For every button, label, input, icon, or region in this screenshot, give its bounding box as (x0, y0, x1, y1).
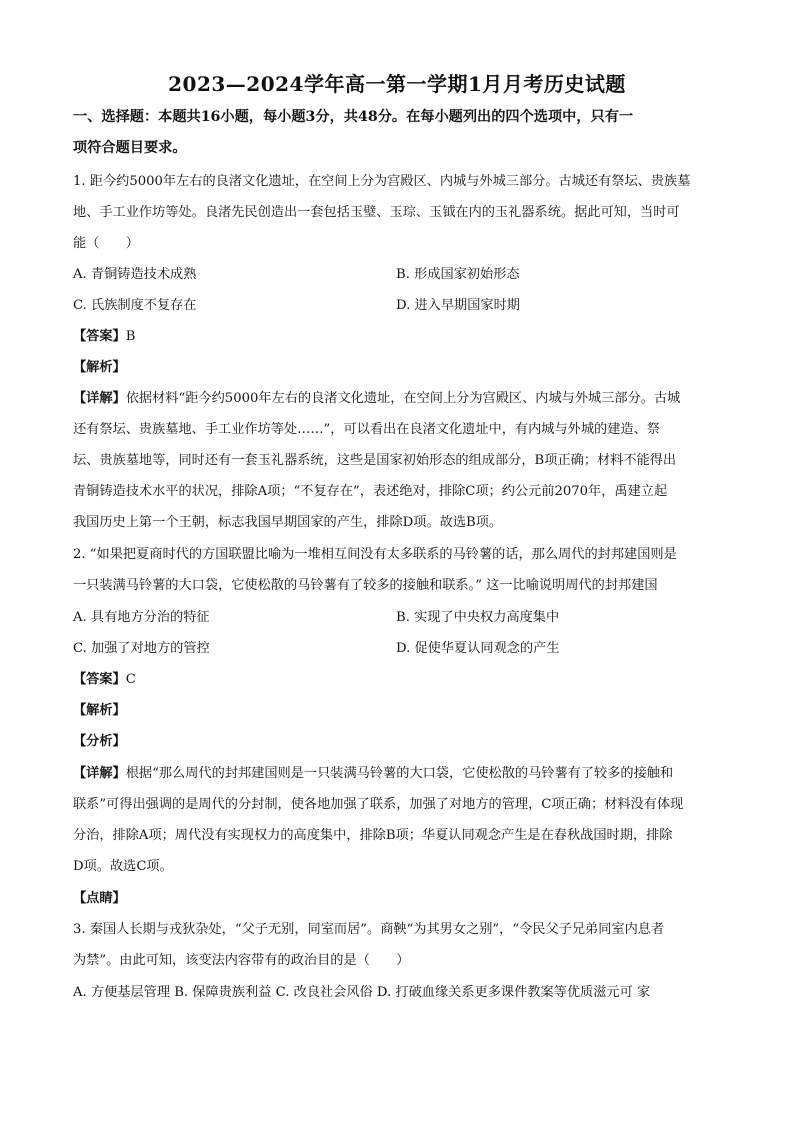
answer-tag: 【答案】 (73, 329, 126, 344)
q1-stem-line-2: 地、手工业作坊等处。良渚先民创造出一套包括玉璧、玉琮、玉钺在内的玉礼器系统。据此可知，当时可 (73, 205, 680, 220)
q2-option-b: B. 实现了中央权力高度集中 (396, 610, 560, 625)
q1-option-d: D. 进入早期国家时期 (396, 298, 520, 313)
q2-option-d: D. 促使华夏认同观念的产生 (396, 641, 560, 656)
q2-option-c: C. 加强了对地方的管控 (73, 641, 210, 656)
q1-detail-line-3: 坛、贵族墓地等，同时还有一套玉礼器系统，这些是国家初始形态的组成部分，B项正确；材料不能得出 (73, 453, 677, 468)
q1-stem-line-1: 1. 距今约5000年左右的良渚文化遗址，在空间上分为宫殿区、内城与外城三部分。古城还有祭坛、贵族墓 (73, 174, 691, 189)
answer-value: B (125, 329, 136, 344)
section-heading-line-1: 一、选择题：本题共16小题，每小题3分，共48分。在每小题列出的四个选项中，只有一 (73, 109, 634, 125)
q2-detail-line-1: 【详解】根据“那么周代的封邦建国则是一只装满马铃薯的大口袋，它使松散的马铃薯有了较多的接触和 (73, 766, 674, 781)
q1-detail-line-5: 我国历史上第一个王朝，标志我国早期国家的产生，排除D项。故选B项。 (73, 515, 503, 530)
q1-option-b: B. 形成国家初始形态 (396, 267, 520, 282)
q1-detail-line-1: 【详解】依据材料“距今约5000年左右的良渚文化遗址，在空间上分为宫殿区、内城与外城三部分。古城 (73, 391, 681, 406)
q3-stem-line-2: 为禁”。由此可知，该变法内容带有的政治目的是（ ） (73, 953, 410, 968)
q1-option-c: C. 氏族制度不复存在 (73, 298, 197, 313)
q2-stem-line-2: 一只装满马铃薯的大口袋，它使松散的马铃薯有了较多的接触和联系。” 这一比喻说明周代的封邦建国 (73, 578, 658, 593)
q1-analysis-tag: 【解析】 (73, 360, 126, 375)
section-heading-line-2: 项符合题目要求。 (73, 140, 187, 156)
q2-detail-line-2: 联系”可得出强调的是周代的分封制，使各地加强了联系，加强了对地方的管理，C项正确；材料没有体现 (73, 797, 684, 812)
q1-detail-line-2: 还有祭坛、贵族墓地、手工业作坊等处……”，可以看出在良渚文化遗址中，有内城与外城的建造、祭 (73, 422, 660, 437)
detail-tag: 【详解】 (73, 766, 126, 781)
q2-detail-line-4: D项。故选C项。 (73, 859, 173, 874)
q1-stem-line-3: 能（ ） (73, 236, 139, 251)
detail-tag: 【详解】 (73, 391, 126, 406)
q3-options: A. 方便基层管理 B. 保障贵族利益 C. 改良社会风俗 D. 打破血缘关系更多课件教案等优质滋元可 家 (73, 985, 651, 1000)
page-title: 2023—2024学年高一第一学期1月月考历史试题 (168, 72, 626, 96)
q2-stem-line-1: 2. “如果把夏商时代的方国联盟比喻为一堆相互间没有太多联系的马铃薯的话，那么周代的封邦建国则是 (73, 547, 677, 562)
q2-option-a: A. 具有地方分治的特征 (73, 610, 210, 625)
q2-answer (73, 671, 136, 689)
answer-value: C (125, 672, 136, 687)
q2-dianjing-tag: 【点睛】 (73, 891, 126, 906)
q1-answer (73, 328, 135, 346)
answer-tag: 【答案】 (73, 672, 126, 687)
q2-detail-line-3: 分治，排除A项；周代没有实现权力的高度集中，排除B项；华夏认同观念产生是在春秋战国时期，排除 (73, 828, 673, 843)
q2-analysis-tag: 【解析】 (73, 703, 126, 718)
q1-option-a: A. 青铜铸造技术成熟 (73, 267, 197, 282)
q3-stem-line-1: 3. 秦国人长期与戎狄杂处，“父子无别，同室而居”。商鞅“为其男女之别”，“令民父子兄弟同室内息者 (73, 922, 665, 937)
q1-detail-line-4: 青铜铸造技术水平的状况，排除A项；“不复存在”，表述绝对，排除C项；约公元前2070年，禹建立起 (73, 484, 668, 499)
q2-fenxi-tag: 【分析】 (73, 734, 126, 749)
